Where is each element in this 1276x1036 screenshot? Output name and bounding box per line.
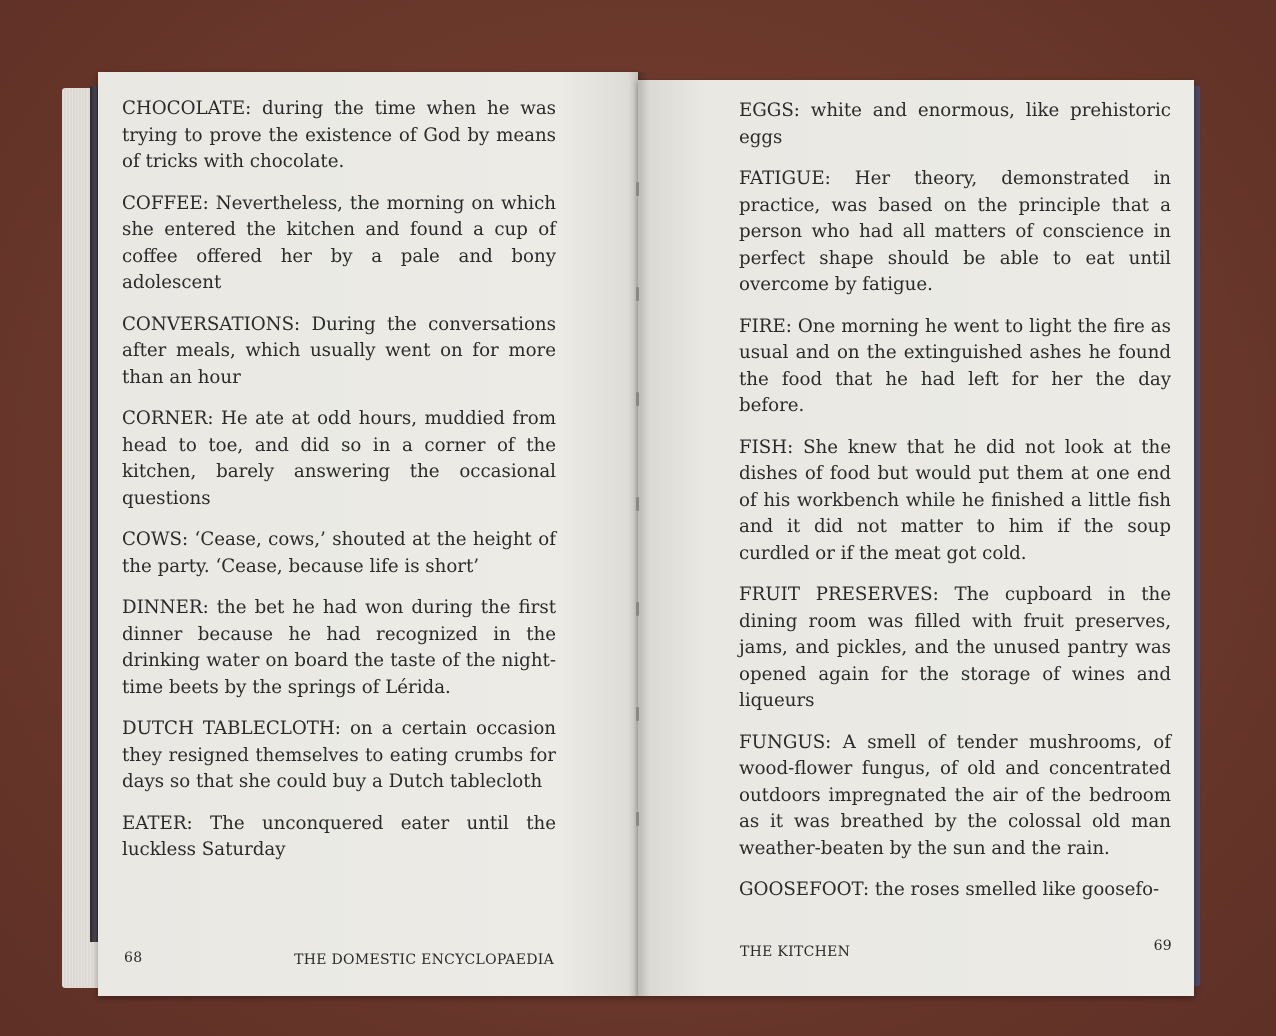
entry-conversations: CONVERSATIONS: During the conversations after meals, which usually went on for more than an hour	[122, 313, 556, 388]
entry-fire: FIRE: One morning he went to light the fire as usual and on the extinguished ashes he found the food that he had left for her the day before.	[739, 315, 1171, 416]
left-page-number: 68	[124, 950, 143, 966]
open-book	[62, 72, 1202, 996]
entry-fish: FISH: She knew that he did not look at the dishes of food but would put them at one end of his workbench while he finished a little fish and it did not matter to him if the soup curdled or if the meat got cold.	[739, 436, 1171, 564]
binding-stitch	[636, 602, 639, 616]
entry-fruit-preserves: FRUIT PRESERVES: The cupboard in the dining room was filled with fruit preserves, jams, and pickles, and the unused pantry was opened again for the storage of wines and liqueurs	[739, 584, 1171, 711]
entry-eater: EATER: The unconquered eater until the luckless Saturday	[122, 812, 556, 860]
entry-dinner: DINNER: the bet he had won during the first dinner because he had recognized in the drinking water on board the taste of the night-time beets by the springs of Lérida.	[122, 597, 556, 698]
left-running-head: THE DOMESTIC ENCYCLOPAEDIA	[294, 952, 554, 968]
entry-fatigue: FATIGUE: Her theory, demonstrated in practice, was based on the principle that a person who had all matters of conscience in perfect shape should be able to eat until overcome by fatigue.	[739, 168, 1171, 295]
entry-coffee: COFFEE: Nevertheless, the morning on which she entered the kitchen and found a cup of coffee offered her by a pale and bony adolescent	[122, 192, 556, 293]
gutter	[628, 72, 650, 996]
entry-corner: CORNER: He ate at odd hours, muddied from head to toe, and did so in a corner of the kitchen, barely answering the occasional questions	[122, 408, 556, 509]
binding-stitch	[636, 707, 639, 721]
right-page-number: 69	[1153, 938, 1172, 954]
entry-eggs: EGGS: white and enormous, like prehistoric eggs	[739, 100, 1171, 148]
entry-cows: COWS: ‘Cease, cows,’ shouted at the height of the party. ‘Cease, because life is short’	[122, 529, 556, 577]
binding-stitch	[636, 392, 639, 406]
entry-dutch-tablecloth: DUTCH TABLECLOTH: on a certain occasion they resigned themselves to eating crumbs for days so that she could buy a Dutch tablecloth	[122, 718, 556, 792]
binding-stitch	[636, 182, 639, 196]
right-page-text	[739, 98, 1171, 919]
right-running-head: THE KITCHEN	[740, 944, 851, 960]
binding-stitch	[636, 287, 639, 301]
left-page-text	[122, 96, 556, 879]
entry-goosefoot: GOOSEFOOT: the roses smelled like goosefo-	[739, 879, 1160, 900]
binding-stitch	[636, 812, 639, 826]
entry-chocolate: CHOCOLATE: during the time when he was trying to prove the existence of God by means of tricks with chocolate.	[122, 98, 556, 172]
entry-fungus: FUNGUS: A smell of tender mushrooms, of wood-flower fungus, of old and concentrated outdoors impregnated the air of the bedroom as it was breathed by the colossal old man weather-beaten by the sun and the rain.	[739, 731, 1171, 859]
binding-stitch	[636, 497, 639, 511]
